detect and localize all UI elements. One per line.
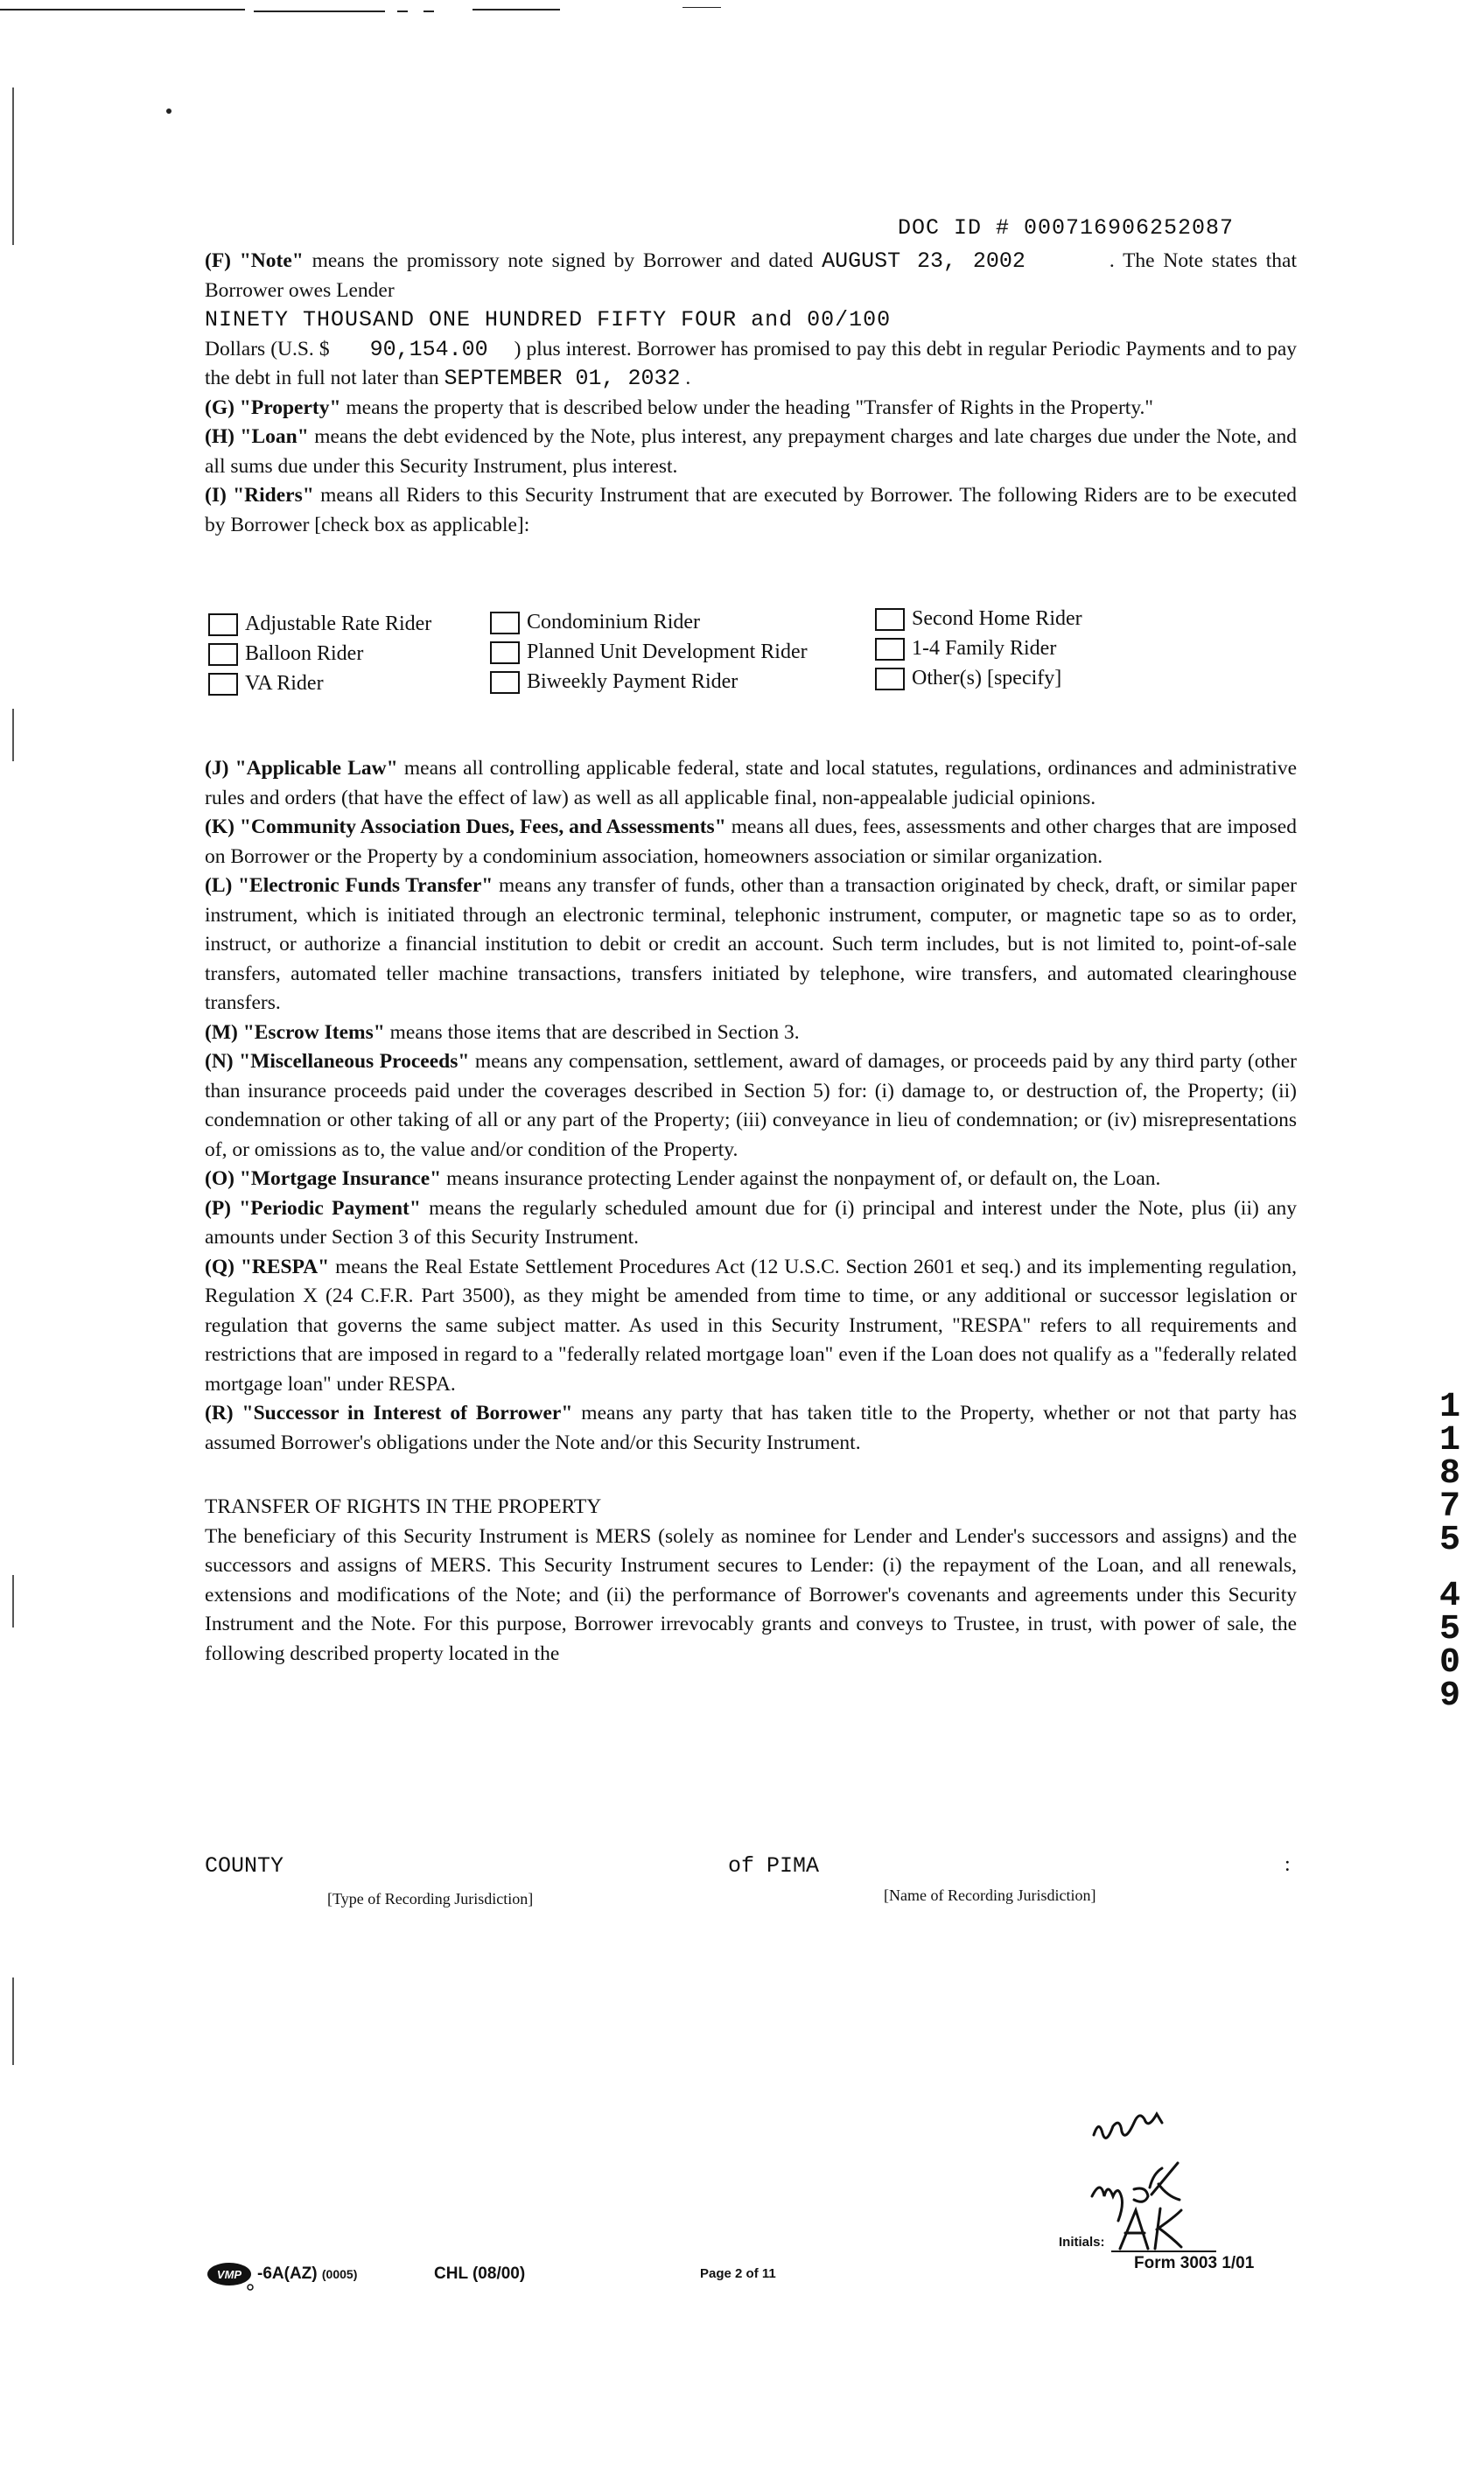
end-colon: : xyxy=(1284,1853,1291,1876)
checkbox[interactable] xyxy=(875,638,905,661)
eft-text: means any transfer of funds, other than a transaction originated by check, draft, or similar paper instrument, which is initiated through an electronic terminal, telephonic instrument, computer, or magnetic tape so as to order, instruct, or authorize a financial institution to debit or credit an account. Such term includes, but is not limited to, point-of-sale transfers, automated teller machine transactions, transfers initiated by telephone, wire transfers, and automated clearinghouse transfers. xyxy=(205,874,1297,1014)
stamp-digit: 8 xyxy=(1438,1454,1460,1494)
maturity-date: SEPTEMBER 01, 2032 xyxy=(444,366,681,391)
community-lead: (K) "Community Association Dues, Fees, and Assessments" xyxy=(205,816,726,838)
note-lead: (F) "Note" xyxy=(205,249,304,272)
respa-lead: (Q) "RESPA" xyxy=(205,1255,330,1278)
chl-code: CHL (08/00) xyxy=(434,2264,526,2283)
eft-lead: (L) "Electronic Funds Transfer" xyxy=(205,874,494,897)
transfer-heading: TRANSFER OF RIGHTS IN THE PROPERTY xyxy=(205,1495,602,1518)
page-number: Page 2 of 11 xyxy=(700,2266,776,2281)
stamp-digit: 0 xyxy=(1438,1643,1460,1683)
vmp-logo-text: VMP xyxy=(216,2268,242,2281)
stamp-digit: 7 xyxy=(1438,1488,1460,1527)
successor-definition xyxy=(205,1399,1297,1458)
applicable-law-text: means all controlling applicable federal, state and local statutes, regulations, ordinances and administrative rules and orders (that have the effect of law) as well as all applicable final, non-appealable judicial opinions. xyxy=(205,757,1297,809)
rider-label: VA Rider xyxy=(245,672,324,695)
property-text: means the property that is described below under the heading "Transfer of Rights in the Property." xyxy=(340,396,1154,419)
rider-biweekly-payment[interactable] xyxy=(490,670,738,694)
loan-definition xyxy=(205,423,1297,481)
name-caption: [Name of Recording Jurisdiction] xyxy=(884,1886,1096,1904)
applicable-law-lead: (J) "Applicable Law" xyxy=(205,757,398,780)
loan-lead: (H) "Loan" xyxy=(205,425,309,448)
escrow-definition xyxy=(205,1018,1297,1048)
checkbox[interactable] xyxy=(208,643,238,666)
scan-artifact-line xyxy=(0,9,245,10)
rider-va[interactable] xyxy=(208,672,324,696)
stamp-digit: 5 xyxy=(1438,1610,1460,1649)
respa-definition xyxy=(205,1253,1297,1400)
checkbox[interactable] xyxy=(208,673,238,696)
applicable-law-definition xyxy=(205,754,1297,813)
doc-id: DOC ID # 000716906252087 xyxy=(898,215,1235,241)
dollars-label: Dollars (U.S. $ xyxy=(205,337,330,360)
checkbox[interactable] xyxy=(875,608,905,631)
scan-artifact-dot xyxy=(166,108,172,114)
stamp-digit: 5 xyxy=(1438,1521,1460,1560)
community-text: means all dues, fees, assessments and other charges that are imposed on Borrower or the Property by a condominium association, homeowners association or similar organization. xyxy=(205,816,1297,868)
form-code xyxy=(257,2264,357,2284)
rider-label: Adjustable Rate Rider xyxy=(245,612,432,635)
scan-artifact-edge xyxy=(12,1575,14,1628)
rider-label: 1-4 Family Rider xyxy=(912,637,1057,660)
periodic-text: means the regularly scheduled amount due for (i) principal and interest under the Note, plus (ii) any amounts under Section 3 of this Security Instrument. xyxy=(205,1196,1297,1249)
amount-line xyxy=(205,335,1297,394)
checkbox[interactable] xyxy=(490,641,520,664)
scan-artifact-line xyxy=(254,10,385,12)
of-label: of xyxy=(728,1853,755,1879)
transfer-body: The beneficiary of this Security Instrument is MERS (solely as nominee for Lender and Lender's successors and assigns) and the successors and assigns of MERS. This Security Instrument secures to Lender: (i) the repayment of the Loan, and all renewals, extensions and modifications of the Note; and (ii) the performance of Borrower's covenants and agreements under this Security Instrument and the Note. For this purpose, Borrower irrevocably grants and conveys to Trustee, in trust, with power of sale, the following described property located in the xyxy=(205,1524,1297,1665)
rider-label: Second Home Rider xyxy=(912,607,1082,630)
rider-label: Balloon Rider xyxy=(245,642,364,665)
scan-artifact-edge xyxy=(12,88,14,245)
definitions-bottom xyxy=(205,754,1297,1669)
form-number: Form 3003 1/01 xyxy=(1134,2254,1255,2272)
escrow-lead: (M) "Escrow Items" xyxy=(205,1020,385,1044)
riders-checklist xyxy=(208,607,1171,704)
initials-label: Initials: xyxy=(1059,2235,1105,2250)
form-code-main: -6A(AZ) xyxy=(257,2264,318,2283)
stamp-digit: 9 xyxy=(1438,1676,1460,1716)
note-definition xyxy=(205,247,1297,305)
type-caption: [Type of Recording Jurisdiction] xyxy=(327,1890,534,1908)
vmp-logo xyxy=(206,2261,256,2291)
mi-definition xyxy=(205,1165,1297,1194)
community-definition xyxy=(205,813,1297,872)
rider-label: Other(s) [specify] xyxy=(912,667,1062,690)
successor-text: means any party that has taken title to the Property, whether or not that party has assumed Borrower's obligations under the Note and/or this Security Instrument. xyxy=(205,1402,1297,1454)
scan-artifact-line xyxy=(472,9,560,10)
scan-artifact-edge xyxy=(12,709,14,761)
periodic-lead: (P) "Periodic Payment" xyxy=(205,1196,421,1220)
note-text-2: . The Note states that Borrower owes Lender xyxy=(205,249,1297,302)
definitions-top xyxy=(205,247,1297,540)
checkbox[interactable] xyxy=(490,612,520,634)
misc-definition xyxy=(205,1047,1297,1165)
checkbox[interactable] xyxy=(208,613,238,636)
rider-label: Condominium Rider xyxy=(527,611,700,634)
mi-lead: (O) "Mortgage Insurance" xyxy=(205,1167,442,1190)
form-code-sub: (0005) xyxy=(321,2267,358,2281)
rider-label: Planned Unit Development Rider xyxy=(527,640,808,663)
amount-value: 90,154.00 xyxy=(369,336,488,362)
riders-lead: (I) "Riders" xyxy=(205,484,314,507)
property-definition xyxy=(205,394,1297,424)
scan-artifact-line xyxy=(424,10,434,12)
successor-lead: (R) "Successor in Interest of Borrower" xyxy=(205,1402,573,1424)
note-text-1: means the promissory note signed by Borrower and dated xyxy=(303,249,822,272)
stamp-digit: 1 xyxy=(1438,1388,1460,1427)
initials-line xyxy=(1111,2250,1216,2252)
mi-text: means insurance protecting Lender against the nonpayment of, or default on, the Loan. xyxy=(441,1167,1161,1190)
scan-artifact-line xyxy=(397,10,408,12)
note-text-3: ) plus interest. Borrower has promised to pay this debt in regular Periodic Payments and to pay the debt in full not later than xyxy=(205,337,1297,389)
rider-second-home[interactable] xyxy=(875,607,1082,631)
jurisdiction-name: PIMA xyxy=(766,1853,820,1879)
respa-text: means the Real Estate Settlement Procedures Act (12 U.S.C. Section 2601 et seq.) and its implementing regulation, Regulation X (24 C.F.R. Part 3500), as they might be amended from time to time, or any additional or successor legislation or regulation that governs the same subject matter. As used in this Security Instrument, "RESPA" refers to all requirements and restrictions that are imposed in regard to a "federally related mortgage loan" even if the Loan does not qualify as a "federally related mortgage loan" under RESPA. xyxy=(205,1255,1298,1396)
jurisdiction-type: COUNTY xyxy=(205,1853,284,1879)
property-lead: (G) "Property" xyxy=(205,396,341,419)
loan-text: means the debt evidenced by the Note, plus interest, any prepayment charges and late charges due under the Note, and all sums due under this Security Instrument, plus interest. xyxy=(205,425,1297,478)
note-text-4: . xyxy=(685,367,691,389)
rider-label: Biweekly Payment Rider xyxy=(527,670,738,693)
note-date: AUGUST 23, 2002 xyxy=(822,248,1026,274)
rider-balloon[interactable] xyxy=(208,642,363,666)
scan-artifact-line xyxy=(682,7,721,8)
misc-text: means any compensation, settlement, award of damages, or proceeds paid by any third party (other than insurance proceeds paid under the coverages described in Section 5) for: (i) damage to, or destruction of, the Property; (ii) condemnation or other taking of all or any part of the Property; (iii) conveyance in lieu of condemnation; or (iv) misrepresentations of, or omissions as to, the value and/or condition of the Property. xyxy=(205,1050,1297,1161)
periodic-definition xyxy=(205,1194,1297,1253)
riders-definition xyxy=(205,481,1297,540)
rider-1-4-family[interactable] xyxy=(875,637,1056,661)
handwritten-initials xyxy=(1076,2100,1251,2258)
misc-lead: (N) "Miscellaneous Proceeds" xyxy=(205,1050,470,1073)
scan-artifact-edge xyxy=(12,1978,14,2065)
amount-words: NINETY THOUSAND ONE HUNDRED FIFTY FOUR and 00/100 xyxy=(205,307,892,332)
rider-planned-unit-development[interactable] xyxy=(490,640,808,664)
escrow-text: means those items that are described in Section 3. xyxy=(384,1020,800,1044)
stamp-digit: 4 xyxy=(1438,1577,1460,1616)
rider-adjustable-rate[interactable] xyxy=(208,612,431,636)
checkbox[interactable] xyxy=(490,671,520,694)
stamp-digit: 1 xyxy=(1438,1421,1460,1460)
checkbox[interactable] xyxy=(875,668,905,690)
eft-definition xyxy=(205,872,1297,1018)
rider-condominium[interactable] xyxy=(490,611,700,634)
riders-text: means all Riders to this Security Instrument that are executed by Borrower. The following Riders are to be executed by Borrower [check box as applicable]: xyxy=(205,484,1297,536)
recording-stamp xyxy=(1428,1388,1472,1716)
rider-other[interactable] xyxy=(875,667,1061,690)
